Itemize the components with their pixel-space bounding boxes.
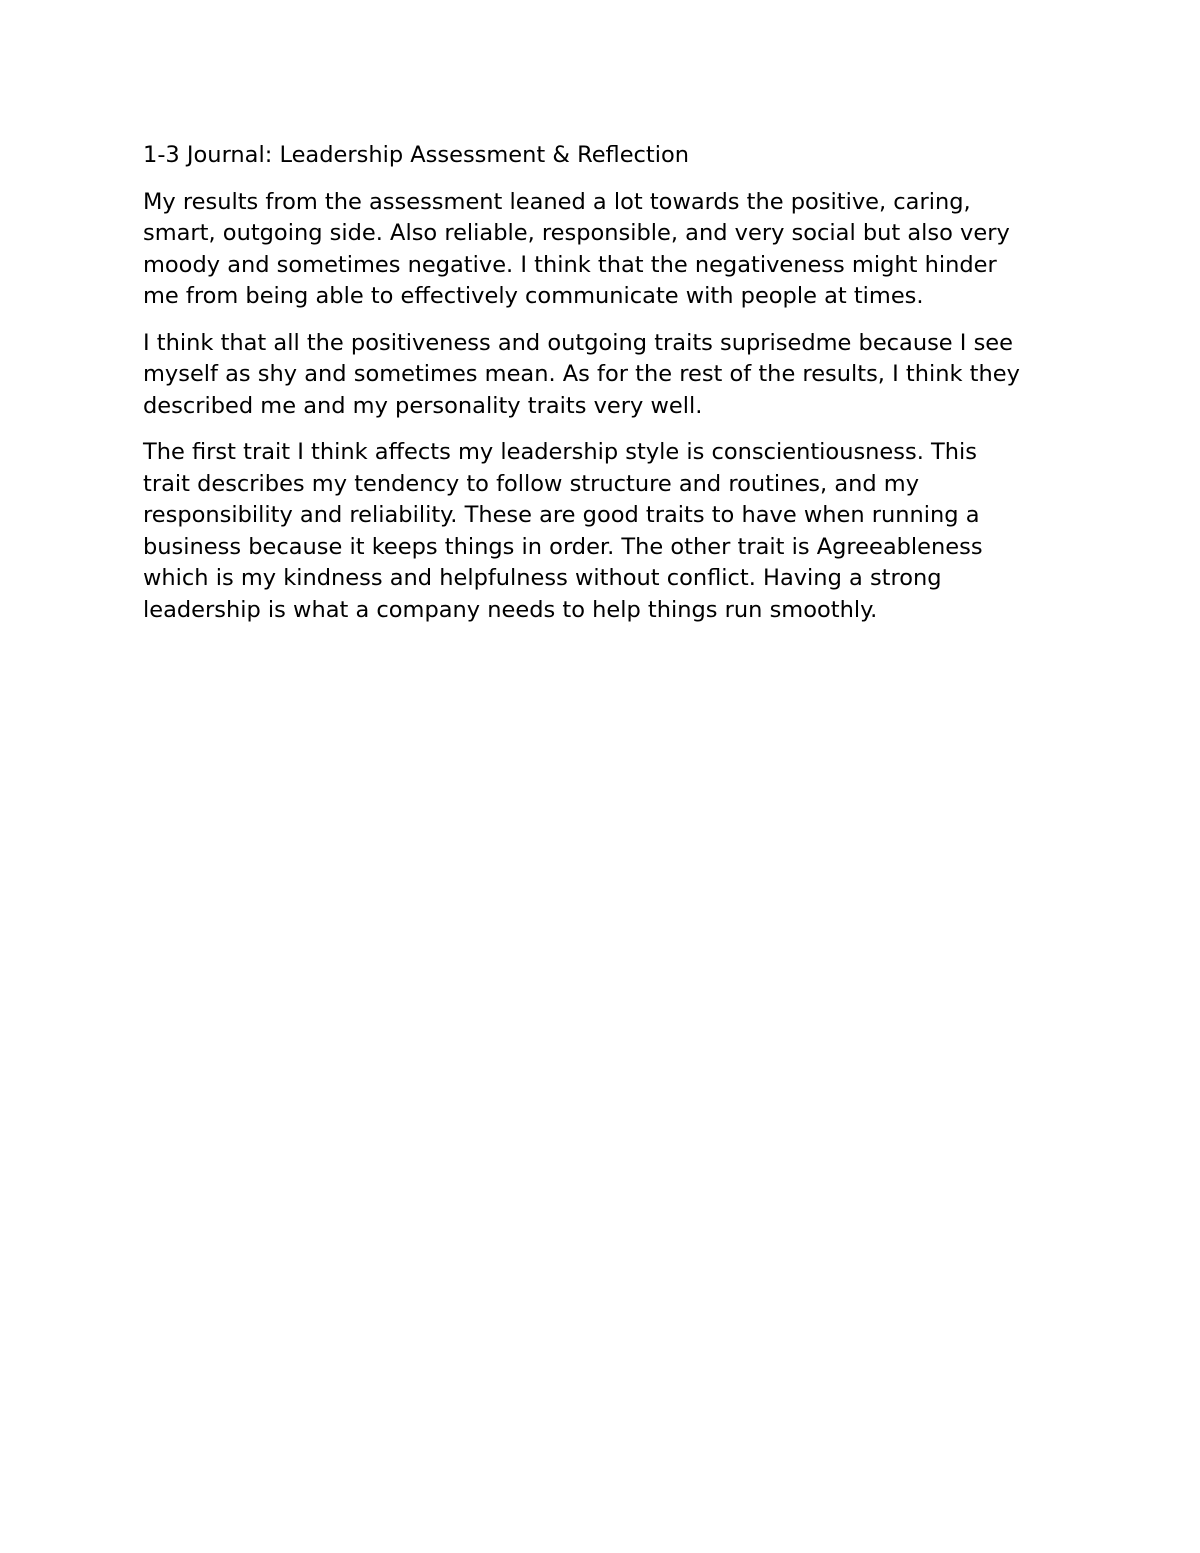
paragraph-line: me from being able to effectively communicate with people at times. [143,283,924,309]
document-body [143,140,1083,641]
paragraph-line: moody and sometimes negative. I think that the negativeness might hinder [143,251,997,278]
paragraph-1 [143,187,1083,313]
paragraph-line: described me and my personality traits very well. [143,392,703,419]
paragraph-line: responsibility and reliability. These are good traits to have when running a [143,502,980,528]
paragraph-line: My results from the assessment leaned a lot towards the positive, caring, [143,188,971,215]
paragraph-line: business because it keeps things in order. The other trait is Agreeableness [143,533,983,560]
paragraph-line: The first trait I think affects my leadership style is conscientiousness. This [143,439,978,465]
paragraph-line: I think that all the positiveness and outgoing traits suprisedme because I see [143,329,1013,356]
paragraph-line: trait describes my tendency to follow structure and routines, and my [143,470,920,497]
paragraph-line: myself as shy and sometimes mean. As for the rest of the results, I think they [143,361,1020,387]
paragraph-line: leadership is what a company needs to help things run smoothly. [143,596,878,623]
paragraph-3 [143,437,1083,626]
paragraph-line: smart, outgoing side. Also reliable, responsible, and very social but also very [143,220,1010,246]
document-title: 1-3 Journal: Leadership Assessment & Reflection [143,142,690,168]
paragraph-line: which is my kindness and helpfulness without conflict. Having a strong [143,565,942,591]
paragraph-2 [143,328,1083,423]
